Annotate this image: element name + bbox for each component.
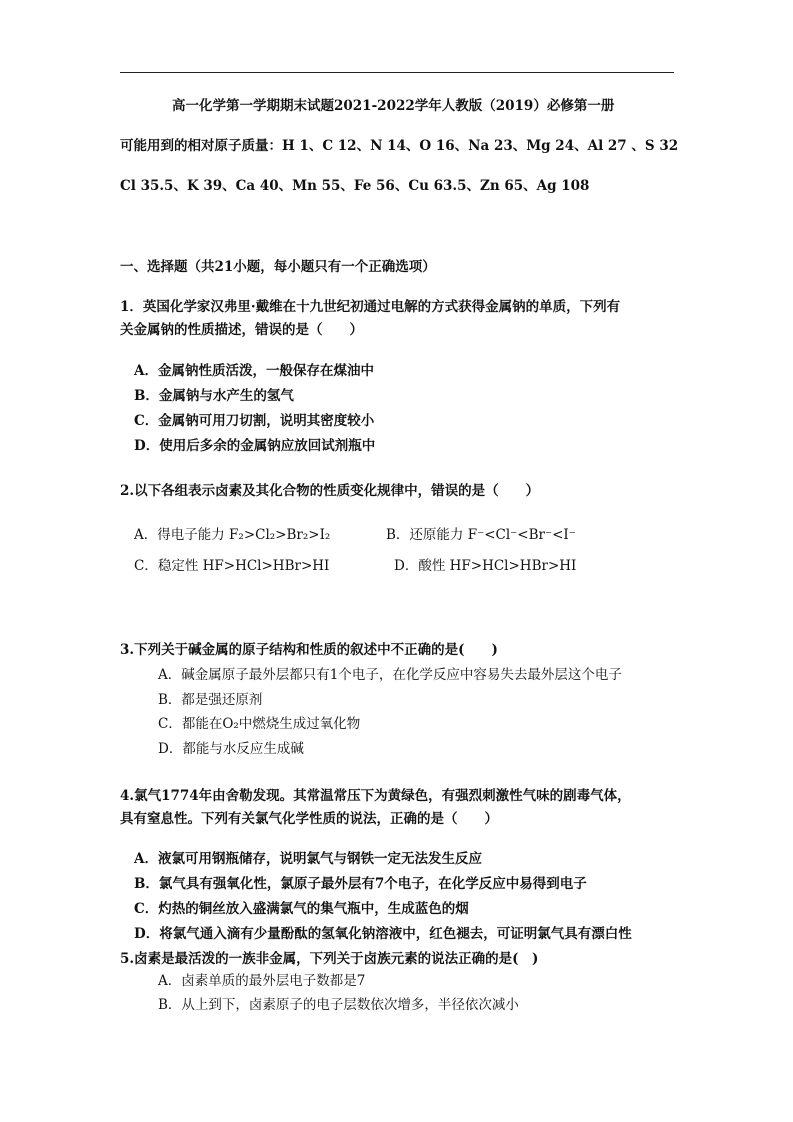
q3-option-c: C．都能在O₂中燃烧生成过氧化物: [158, 716, 361, 732]
q4-option-a: A．液氯可用钢瓶储存，说明氯气与钢铁一定无法发生反应: [134, 851, 482, 867]
q3-option-a: A．碱金属原子最外层都只有1个电子，在化学反应中容易失去最外层这个电子: [158, 667, 622, 683]
q5-option-b: B．从上到下，卤素原子的电子层数依次增多，半径依次减小: [158, 997, 519, 1013]
q4-option-b: B．氯气具有强氧化性，氯原子最外层有7个电子，在化学反应中易得到电子: [134, 876, 587, 892]
q3-stem: 3.下列关于碱金属的原子结构和性质的叙述中不正确的是( ): [120, 642, 498, 658]
q3-option-b: B．都是强还原剂: [158, 692, 263, 708]
q2-option-a: A．得电子能力 F₂>Cl₂>Br₂>I₂: [134, 527, 331, 543]
q3-option-d: D．都能与水反应生成碱: [158, 741, 304, 757]
q2-stem: 2.以下各组表示卤素及其化合物的性质变化规律中，错误的是（ ）: [120, 483, 540, 499]
q5-option-a: A．卤素单质的最外层电子数都是7: [158, 973, 366, 989]
q2-option-d: D．酸性 HF>HCl>HBr>HI: [394, 558, 577, 574]
q2-option-c: C．稳定性 HF>HCl>HBr>HI: [134, 558, 330, 574]
q5-stem: 5.卤素是最活泼的一族非金属，下列关于卤族元素的说法正确的是( ): [120, 951, 539, 967]
q4-option-c: C．灼热的铜丝放入盛满氯气的集气瓶中，生成蓝色的烟: [134, 901, 469, 917]
q1-option-d: D．使用后多余的金属钠应放回试剂瓶中: [134, 438, 376, 454]
q4-option-d: D．将氯气通入滴有少量酚酞的氢氧化钠溶液中，红色褪去，可证明氯气具有漂白性: [134, 926, 632, 942]
q1-option-a: A．金属钠性质活泼，一般保存在煤油中: [134, 363, 374, 379]
exam-title: 高一化学第一学期期末试题2021-2022学年人教版（2019）必修第一册: [172, 98, 615, 114]
section-heading: 一、选择题（共21小题，每小题只有一个正确选项）: [120, 259, 436, 275]
q4-stem-line-2: 具有窒息性。下列有关氯气化学性质的说法，正确的是（ ）: [120, 811, 498, 827]
q1-option-b: B．金属钠与水产生的氢气: [134, 388, 294, 404]
q1-stem-line-1: 1．英国化学家汉弗里·戴维在十九世纪初通过电解的方式获得金属钠的单质，下列有: [120, 299, 621, 315]
q4-stem-line-1: 4.氯气1774年由舍勒发现。其常温常压下为黄绿色，有强烈刺激性气味的剧毒气体，: [120, 788, 631, 804]
atomic-masses-line-1: 可能用到的相对原子质量：H 1、C 12、N 14、O 16、Na 23、Mg 24、Al 27 、S 32: [120, 138, 679, 154]
q2-option-b: B．还原能力 F⁻<Cl⁻<Br⁻<I⁻: [386, 527, 576, 543]
header-rule: [120, 72, 674, 73]
q1-stem-line-2: 关金属钠的性质描述，错误的是（ ）: [120, 322, 363, 338]
q1-option-c: C．金属钠可用刀切割，说明其密度较小: [134, 413, 375, 429]
atomic-masses-line-2: Cl 35.5、K 39、Ca 40、Mn 55、Fe 56、Cu 63.5、Zn 65、Ag 108: [120, 178, 590, 194]
